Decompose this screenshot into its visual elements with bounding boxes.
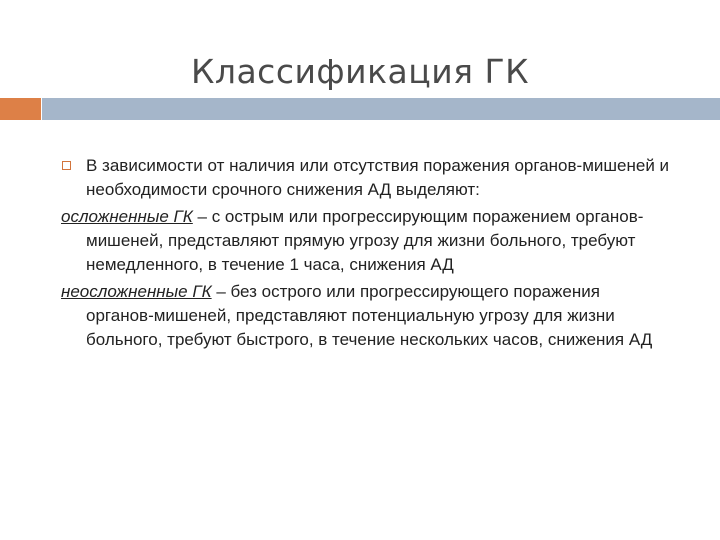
term-uncomplicated: неосложненные ГК (61, 282, 212, 301)
definition-complicated: – с острым или прогрессирующим поражением органов-мишеней, представляют прямую угрозу для жизни больного, требуют немедленного, в течение 1 часа, снижения АД (86, 207, 644, 274)
slide-title: Классификация ГК (190, 52, 530, 91)
title-accent-bar (0, 98, 41, 120)
bullet-item (61, 154, 671, 202)
hollow-square-bullet-icon (62, 161, 71, 170)
definition-uncomplicated: – без острого или прогрессирующего поражения органов-мишеней, представляют потенциальную угрозу для жизни больного, требуют быстрого, в течение нескольких часов, снижения АД (86, 282, 653, 349)
bullet-text: В зависимости от наличия или отсутствия поражения органов-мишеней и необходимости срочного снижения АД выделяют: (86, 156, 670, 199)
slide-content (61, 154, 671, 355)
title-rule-bar (42, 98, 720, 120)
classification-item-uncomplicated (61, 280, 671, 352)
term-complicated: осложненные ГК (61, 207, 193, 226)
classification-item-complicated (61, 205, 671, 277)
